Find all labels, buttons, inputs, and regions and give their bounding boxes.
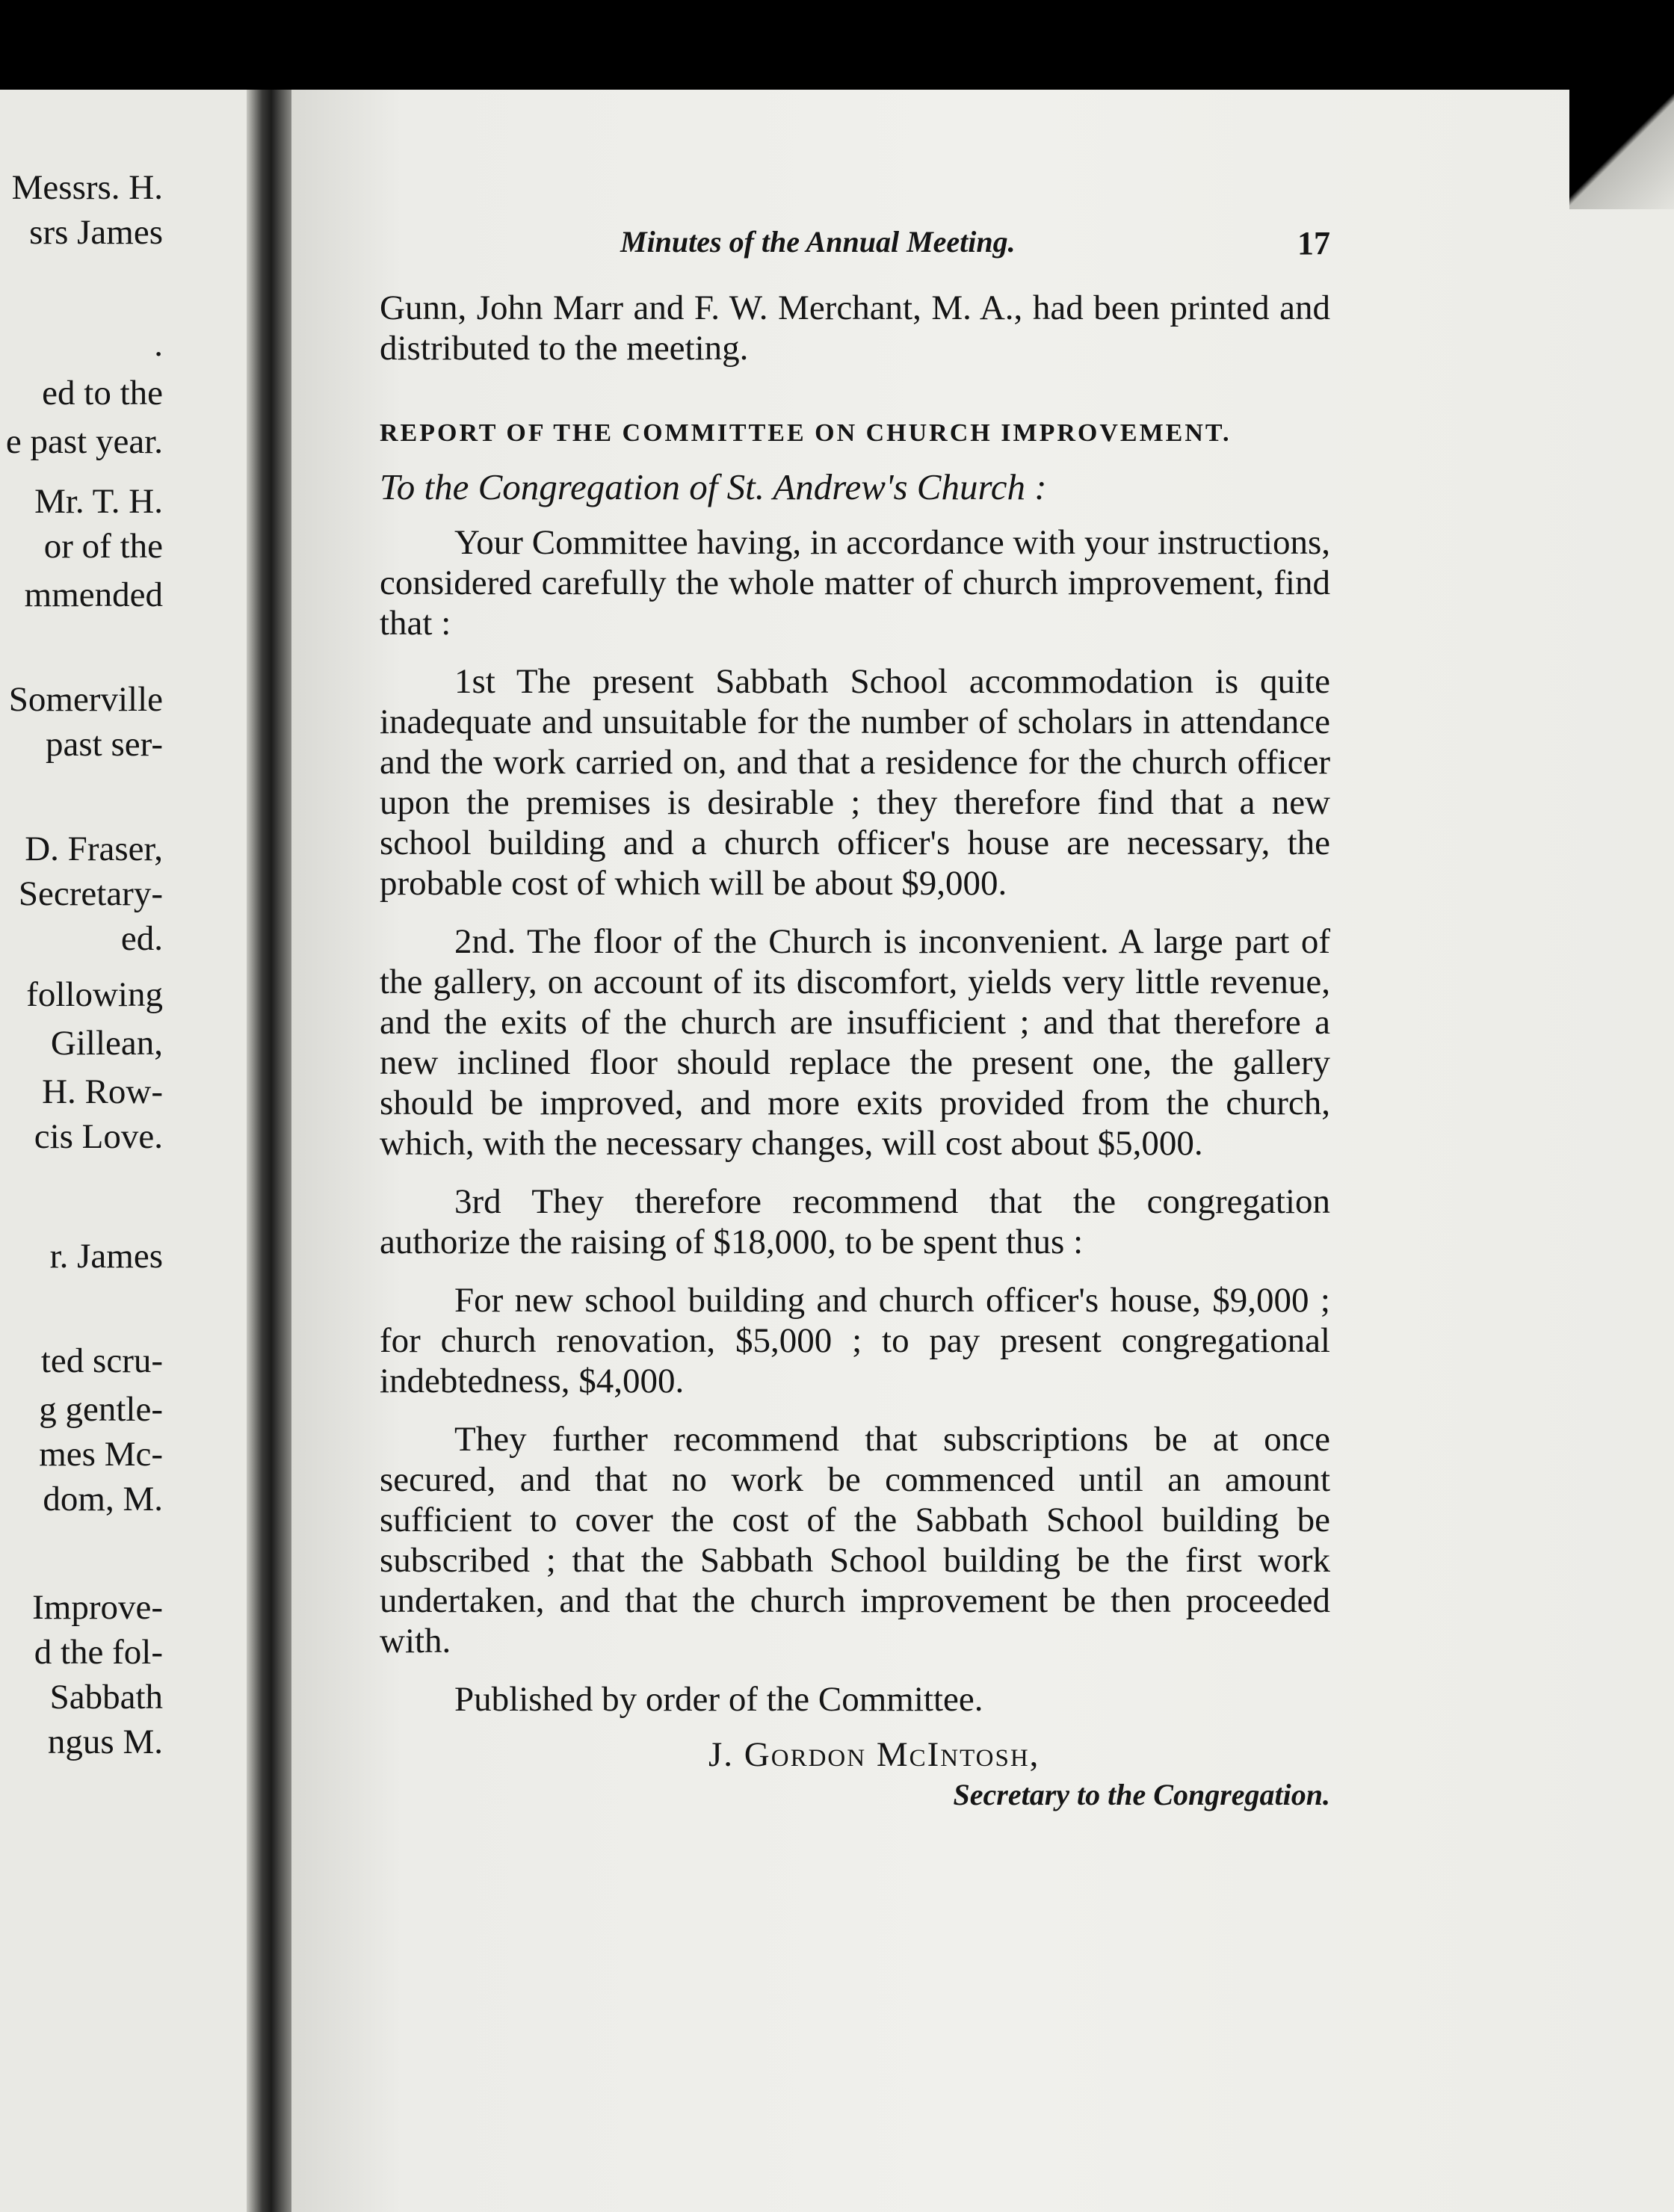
left-page-fragment: r. James (49, 1237, 163, 1276)
signature-name: J. Gordon McIntosh, (708, 1735, 1040, 1774)
left-page (0, 90, 269, 2212)
recommendation-paragraph: They further recommend that subscriptions be at once secured, and that no work be commenced until an amount sufficient to cover the cost of the Sabbath School building be subscribed ; that the Sabbath School building be the first work undertaken, and that the church improvement be then proceeded with. (380, 1420, 1330, 1660)
running-title: Minutes of the Annual Meeting. (620, 225, 1016, 259)
left-page-fragment: Sabbath (49, 1678, 163, 1717)
item-3-paragraph: 3rd They therefore recommend that the congregation authorize the raising of $18,000, to be spent thus : (380, 1182, 1330, 1261)
left-page-fragment: g gentle- (39, 1390, 163, 1429)
section-heading: REPORT OF THE COMMITTEE ON CHURCH IMPROVEMENT. (380, 419, 1232, 447)
page-header (620, 224, 1330, 269)
left-page-fragment: Improve- (32, 1588, 163, 1627)
left-page-fragment: cis Love. (34, 1117, 163, 1156)
left-page-fragment: d the fol- (34, 1633, 163, 1672)
left-page-fragment: ed to the (42, 374, 163, 413)
continuation-paragraph: Gunn, John Marr and F. W. Merchant, M. A., had been printed and distributed to the meeting. (380, 288, 1330, 368)
left-page-fragment: following (26, 975, 163, 1014)
left-page-fragment: ted scru- (40, 1341, 163, 1380)
left-page-fragment: H. Row- (42, 1072, 163, 1111)
left-page-fragment: ngus M. (47, 1723, 163, 1761)
left-page-fragment: Mr. T. H. (34, 482, 163, 521)
item-1-paragraph: 1st The present Sabbath School accommodation is quite inadequate and unsuitable for the number of scholars in attendance and the work carried on, and that a residence for the church officer upon the premises is desirable ; they therefore find that a new school building and a church officer's house are necessary, the probable cost of which will be about $9,000. (380, 662, 1330, 903)
page-number: 17 (1297, 225, 1330, 262)
page-body (380, 288, 1330, 1815)
left-page-fragment: or of the (43, 527, 163, 566)
item-2-paragraph: 2nd. The floor of the Church is inconvenient. A large part of the gallery, on account of its discomfort, yields very little revenue, and the exits of the church are insufficient ; and that therefore a new inclined floor should replace the present one, the gallery should be improved, and more exits provided from the church, which, with the necessary changes, will cost about $5,000. (380, 922, 1330, 1163)
left-page-fragment: mes Mc- (39, 1435, 163, 1474)
signature-title: Secretary to the Congregation. (953, 1778, 1330, 1811)
intro-paragraph: Your Committee having, in accordance with your instructions, considered carefully the whole matter of church improvement, find that : (380, 523, 1330, 643)
left-page-fragment: Messrs. H. (11, 168, 163, 207)
breakdown-paragraph: For new school building and church officer's house, $9,000 ; for church renovation, $5,000 ; to pay present congregational indebtedness, $4,000. (380, 1281, 1330, 1400)
left-page-fragment: past ser- (46, 725, 163, 764)
left-page-fragment: . (154, 325, 163, 364)
left-page-fragment: Secretary- (18, 874, 163, 913)
left-page-fragment: mmended (24, 575, 163, 614)
left-page-fragment: D. Fraser, (25, 830, 163, 868)
left-page-fragment: dom, M. (43, 1480, 163, 1519)
left-page-fragment: ed. (120, 919, 163, 958)
left-page-fragment: e past year. (5, 422, 163, 461)
published-line: Published by order of the Committee. (454, 1680, 983, 1719)
left-page-fragment: Somerville (8, 680, 163, 719)
left-page-text-column (0, 90, 247, 2212)
page-corner (1569, 90, 1674, 209)
book-gutter (247, 90, 291, 2212)
left-page-fragment: Gillean, (50, 1024, 163, 1063)
left-page-fragment: srs James (29, 213, 163, 252)
address-line: To the Congregation of St. Andrew's Church : (380, 466, 1047, 507)
